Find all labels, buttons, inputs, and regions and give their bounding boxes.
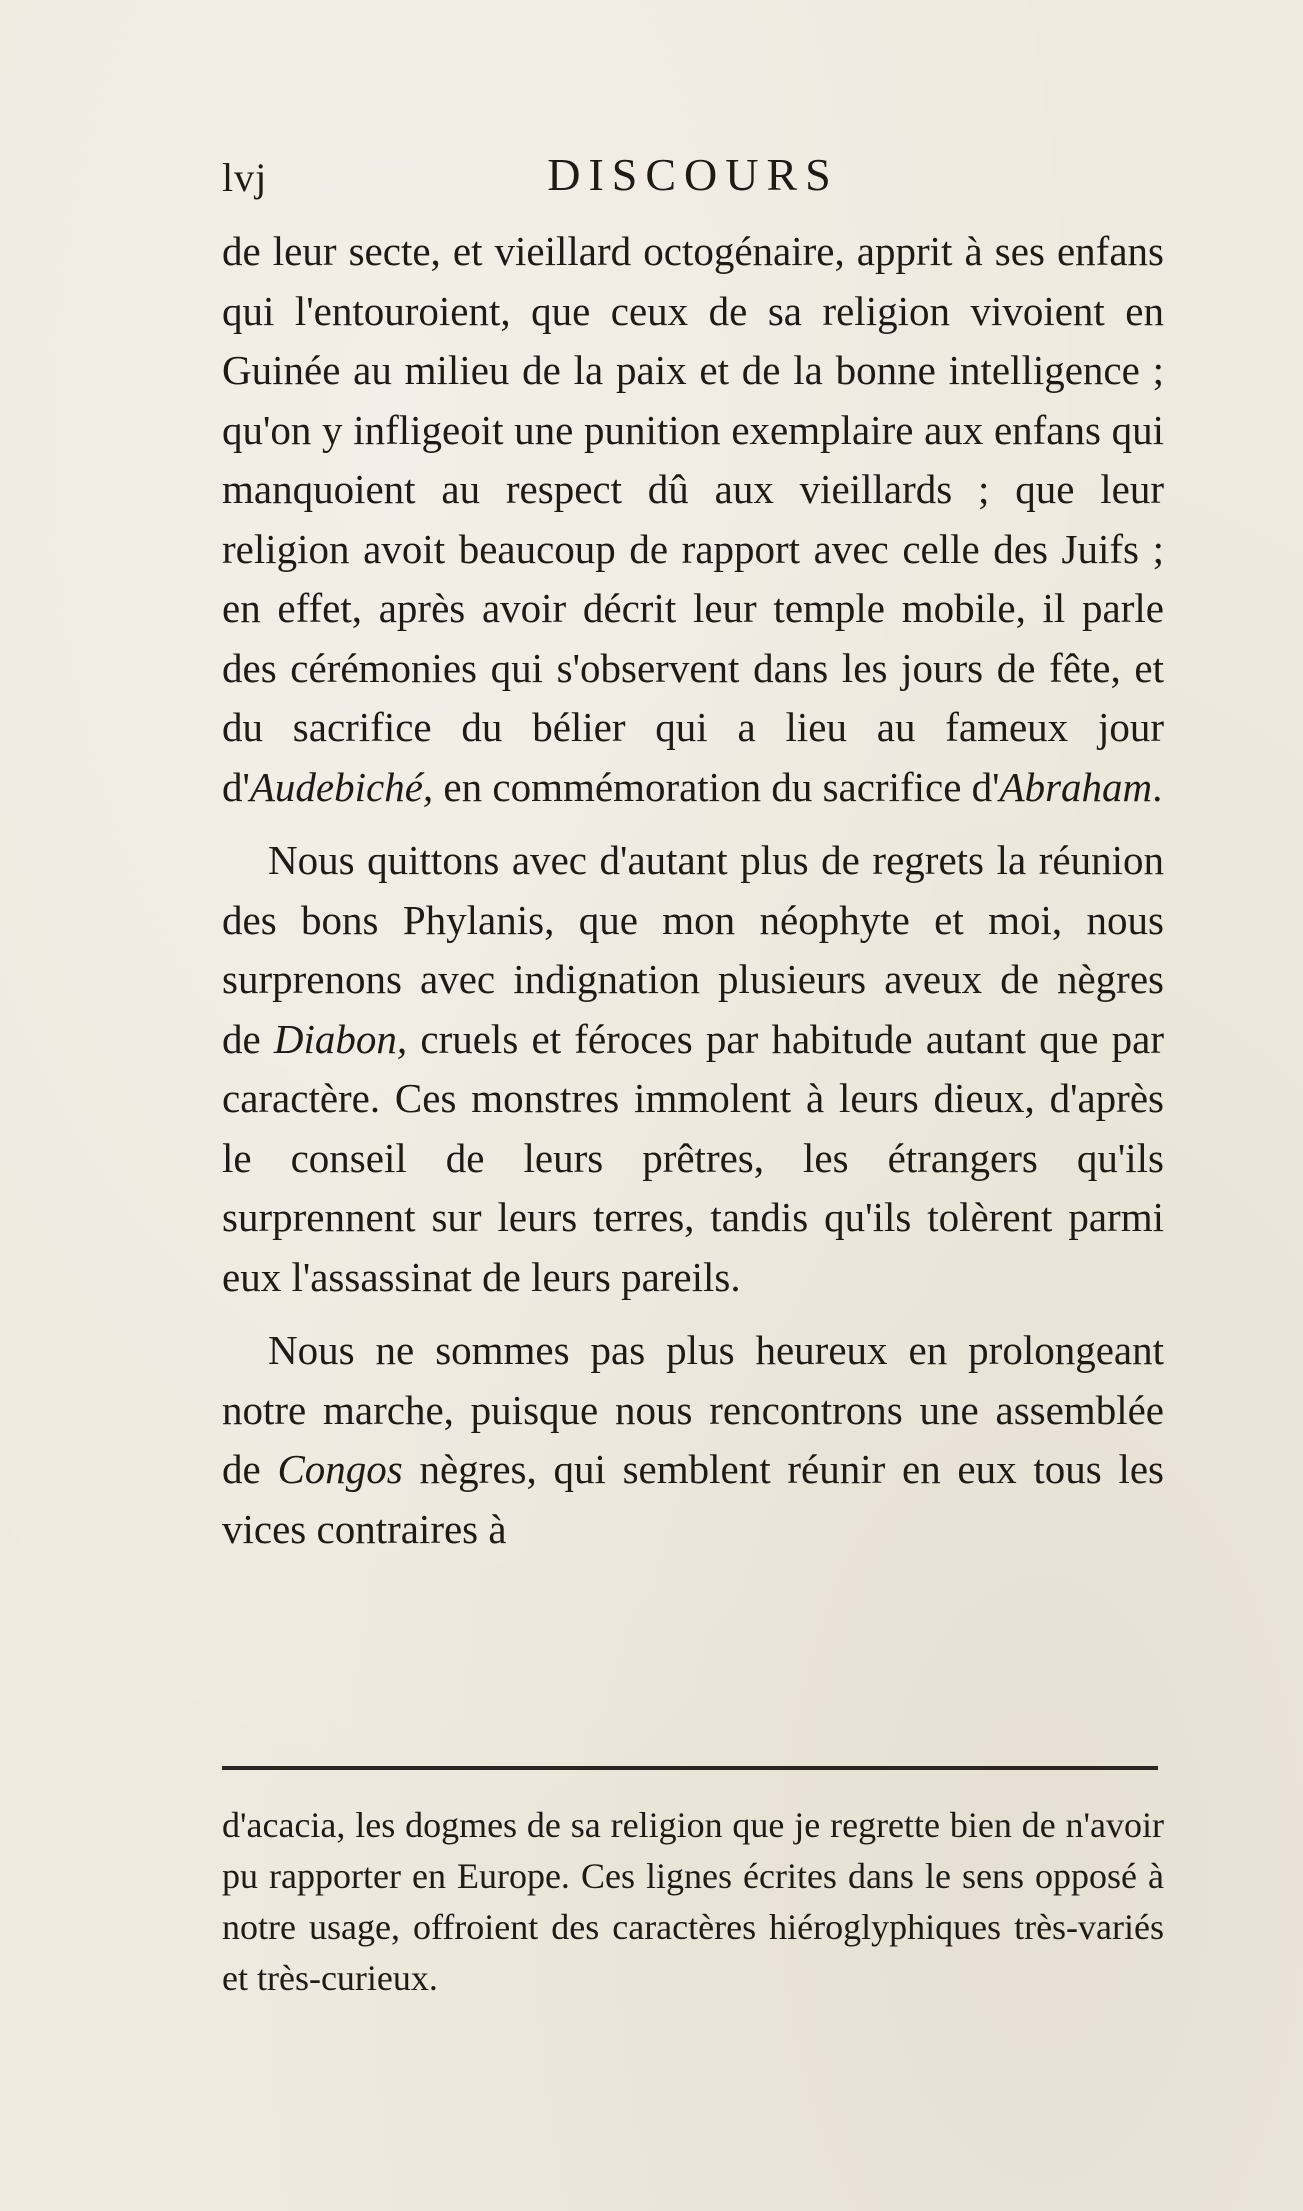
paragraph-2-italic-1: Diabon, (273, 1015, 408, 1062)
page-number: lvj (222, 155, 268, 200)
footnote-rule (222, 1766, 1158, 1770)
footnote: d'acacia, les dogmes de sa religion que je regrette bien de n'avoir pu rapporter en Europe. Ces lignes écrites dans le sens opposé à notre usage, offroient des caractères hiéroglyphiques très-variés et très-curieux. (222, 1805, 1164, 1998)
paragraph-2-text-1: Nous quittons avec d'autant plus de regrets la réunion des bons Phylanis, que mon néophyte et moi, nous surprenons avec indignation plusieurs aveux de nègres de (222, 837, 1164, 1062)
paragraph-2 (222, 831, 1164, 1307)
paragraph-3 (222, 1321, 1164, 1559)
paragraph-3-text-2: nègres, qui semblent réunir en eux tous les vices contraires à (222, 1446, 1164, 1552)
main-text (222, 222, 1164, 1573)
paragraph-1-italic-2: Abraham (999, 763, 1153, 810)
paragraph-1-text-1: de leur secte, et vieillard octogénaire, apprit à ses enfans qui l'entouroient, que ceux de sa religion vivoient en Guinée au milieu de la paix et de la bonne intelligence ; qu'on y infligeoit une punition exemplaire aux enfans qui manquoient au respect dû aux vieillards ; que leur religion avoit beaucoup de rapport avec celle des Juifs ; en effet, après avoir décrit leur temple mobile, il parle des cérémonies qui s'observent dans les jours de fête, et du sacrifice du bélier qui a lieu au fameux jour d' (222, 228, 1164, 810)
paragraph-1-italic-1: Audebiché, (249, 763, 434, 810)
page-header (222, 148, 1164, 208)
running-head: DISCOURS (547, 149, 839, 200)
paragraph-1 (222, 222, 1164, 817)
paragraph-3-italic-1: Congos (277, 1446, 403, 1492)
paragraph-1-text-3: . (1152, 763, 1163, 810)
paragraph-2-text-2: cruels et féroces par habitude autant que par caractère. Ces monstres immolent à leurs dieux, d'après le conseil de leurs prêtres, les étrangers qu'ils surprennent sur leurs terres, tandis qu'ils tolèrent parmi eux l'assassinat de leurs pareils. (222, 1015, 1164, 1300)
paragraph-1-text-2: en commémoration du sacrifice d' (433, 763, 1000, 810)
paragraph-3-text-1: Nous ne sommes pas plus heureux en prolongeant notre marche, puisque nous rencontrons une assemblée de (222, 1327, 1164, 1492)
